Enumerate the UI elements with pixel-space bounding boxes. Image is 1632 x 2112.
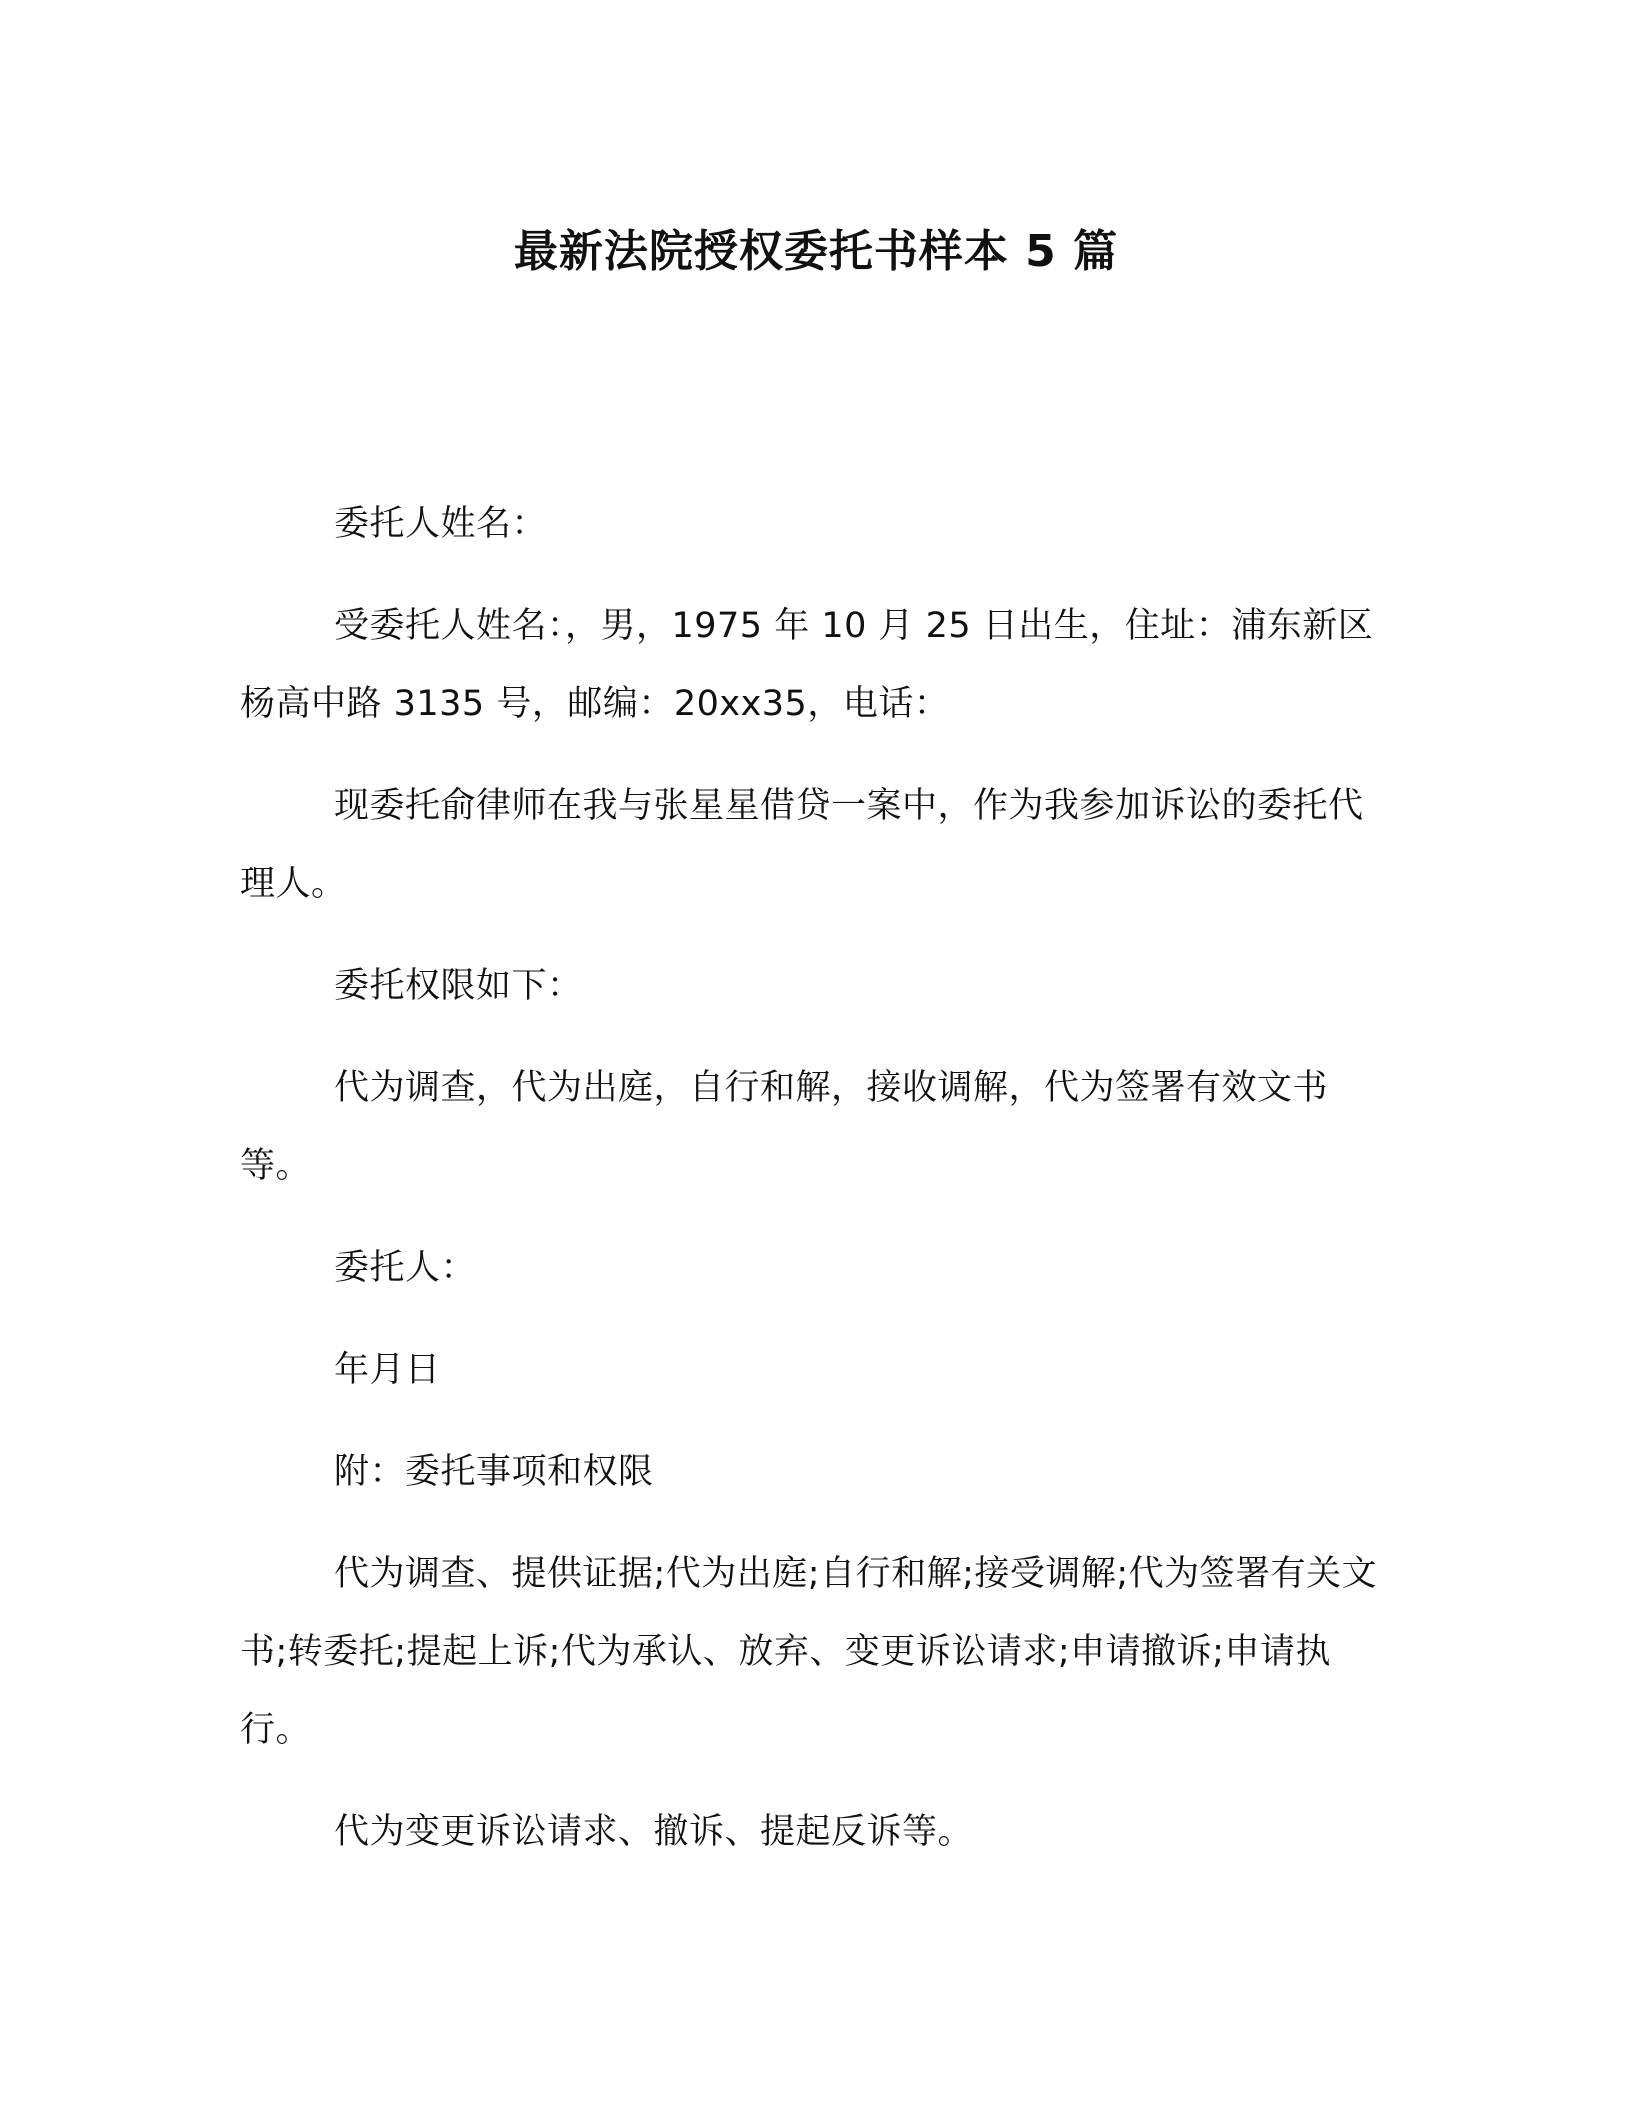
paragraph-authority-heading: 委托权限如下： bbox=[334, 966, 583, 1006]
paragraph-principal-signature: 委托人： bbox=[334, 1248, 477, 1288]
paragraph-principal-name: 委托人姓名： bbox=[334, 504, 548, 544]
paragraph-appointment: 现委托俞律师在我与张星星借贷一案中，作为我参加诉讼的委托代理人。 bbox=[240, 786, 1364, 904]
paragraph-agent-info: 受委托人姓名：，男，1975 年 10 月 25 日出生，住址：浦东新区杨高中路 3135 号，邮编：20xx35，电话： bbox=[240, 606, 1374, 724]
paragraph-appendix-items: 代为调查、提供证据;代为出庭;自行和解;接受调解;代为签署有关文书;转委托;提起上诉;代为承认、放弃、变更诉讼请求;申请撤诉;申请执行。 bbox=[240, 1554, 1378, 1750]
paragraph-authority-scope: 代为调查，代为出庭，自行和解，接收调解，代为签署有效文书等。 bbox=[240, 1068, 1329, 1186]
document-title: 最新法院授权委托书样本 5 篇 bbox=[513, 226, 1119, 277]
paragraph-date: 年月日 bbox=[334, 1350, 441, 1390]
paragraph-appendix-heading: 附：委托事项和权限 bbox=[334, 1452, 654, 1492]
paragraph-additional-authority: 代为变更诉讼请求、撤诉、提起反诉等。 bbox=[334, 1812, 974, 1852]
